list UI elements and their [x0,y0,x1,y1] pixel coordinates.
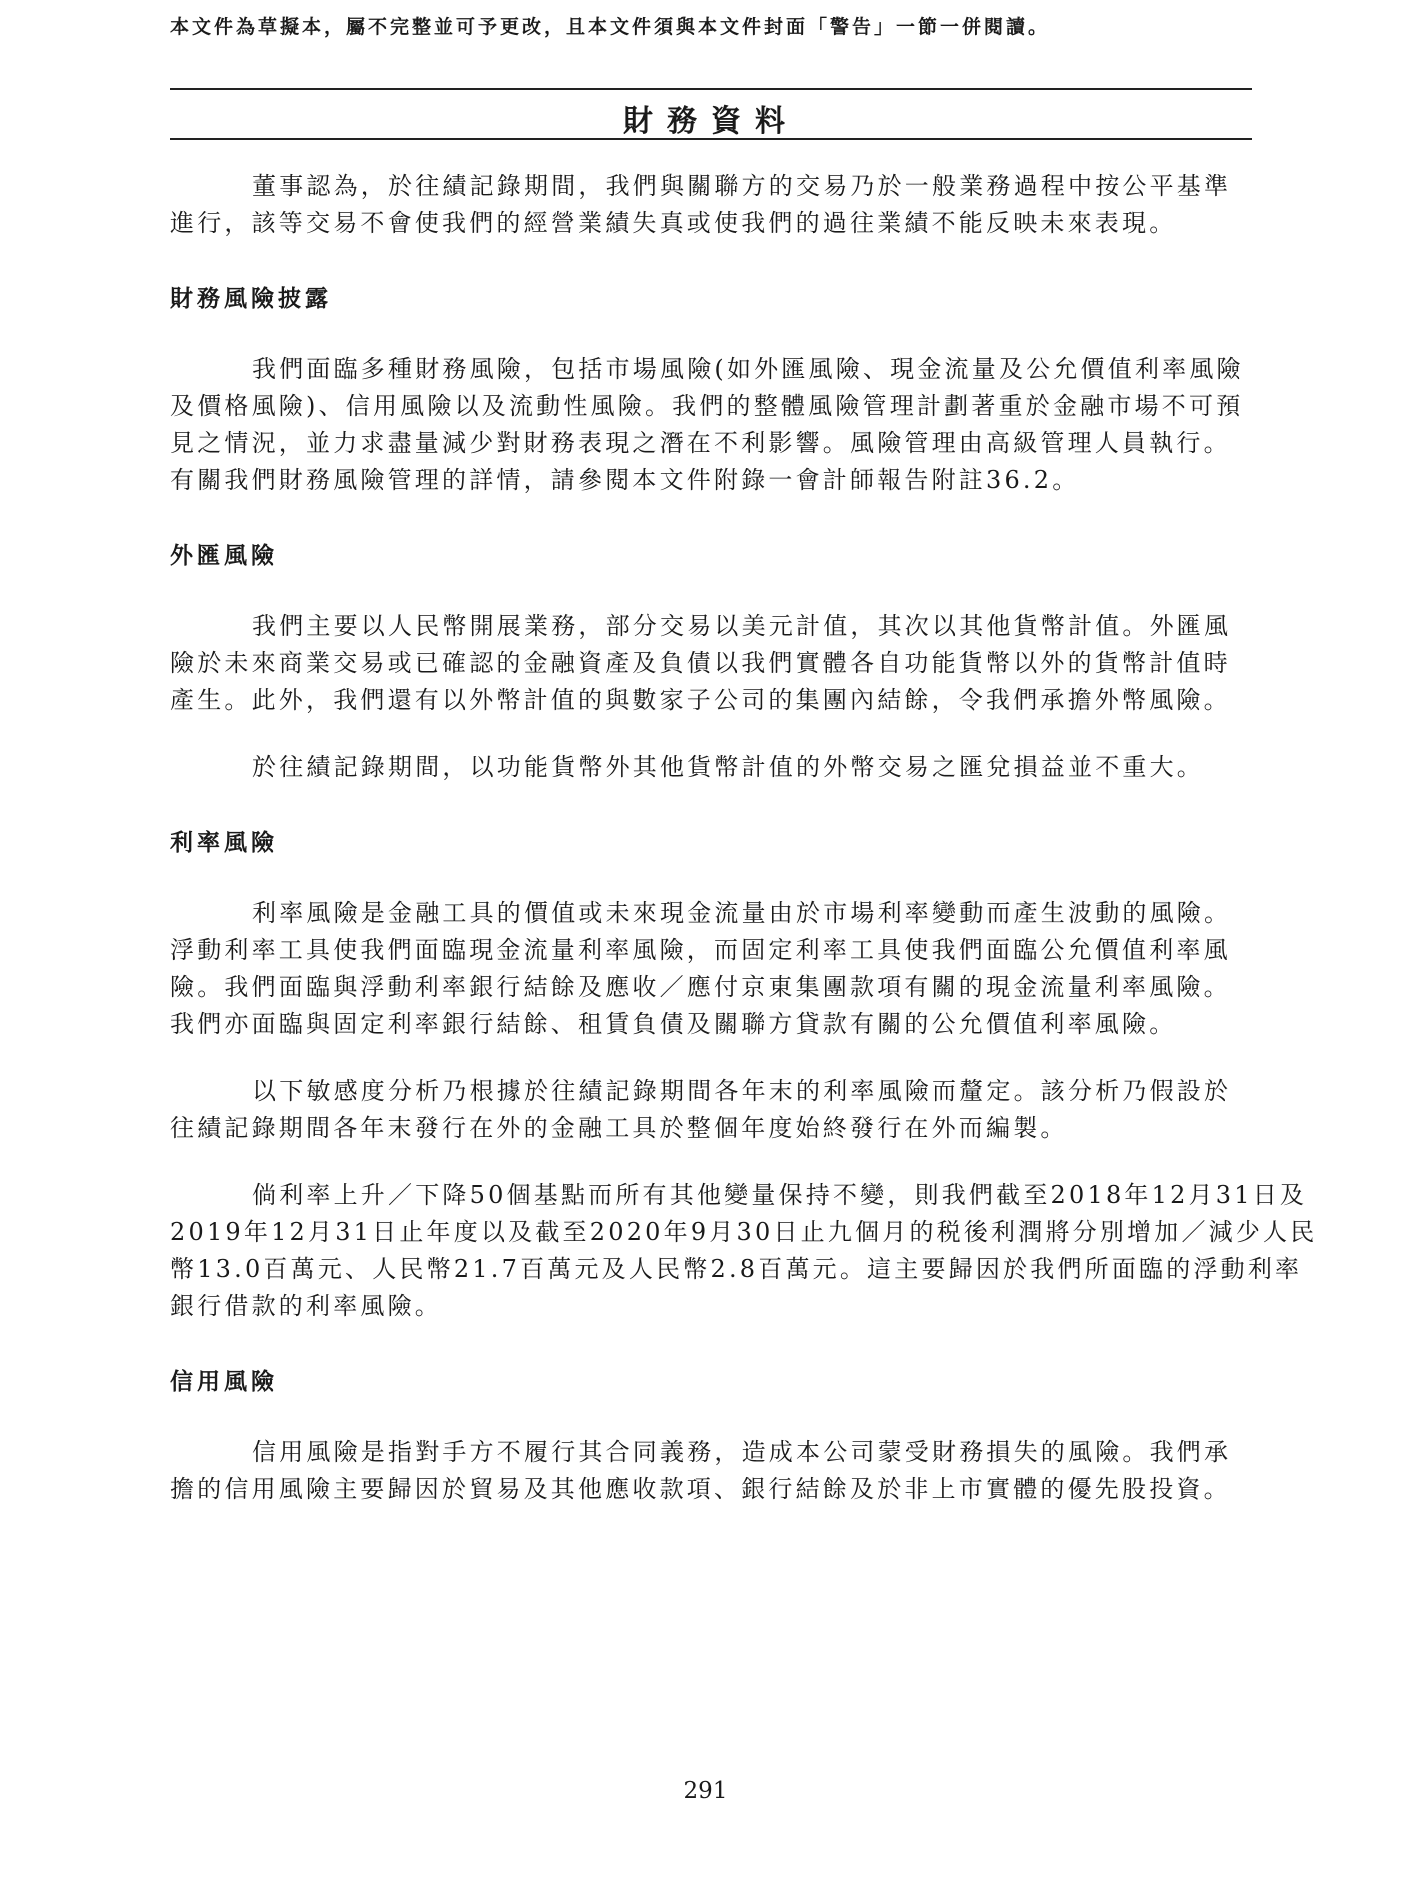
intro-paragraph [170,168,1252,242]
text-line: 產生。此外，我們還有以外幣計值的與數家子公司的集團內結餘，令我們承擔外幣風險。 [170,686,1231,714]
text-line: 以下敏感度分析乃根據於往績記錄期間各年末的利率風險而釐定。該分析乃假設於 [252,1077,1232,1105]
section-heading-interest-rate-risk: 利率風險 [170,829,278,856]
title-top-rule [170,88,1252,90]
text-line: 擔的信用風險主要歸因於貿易及其他應收款項、銀行結餘及於非上市實體的優先股投資。 [170,1475,1231,1503]
interest-rate-paragraph-2 [170,1073,1252,1147]
draft-notice: 本文件為草擬本，屬不完整並可予更改，且本文件須與本文件封面「警告」一節一併閱讀。 [170,16,1051,38]
text-line: 險於未來商業交易或已確認的金融資產及負債以我們實體各自功能貨幣以外的貨幣計值時 [170,649,1231,677]
text-line: 我們主要以人民幣開展業務，部分交易以美元計值，其次以其他貨幣計值。外匯風 [252,612,1232,640]
text-line: 往績記錄期間各年末發行在外的金融工具於整個年度始終發行在外而編製。 [170,1114,1068,1142]
document-body [170,168,1318,1508]
fx-risk-paragraph-2 [170,749,1252,786]
text-line: 險。我們面臨與浮動利率銀行結餘及應收／應付京東集團款項有關的現金流量利率風險。 [170,973,1231,1001]
interest-rate-paragraph-1 [170,895,1252,1043]
text-line: 於往績記錄期間，以功能貨幣外其他貨幣計值的外幣交易之匯兌損益並不重大。 [252,753,1204,781]
text-line: 我們面臨多種財務風險，包括市場風險(如外匯風險、現金流量及公允價值利率風險 [252,355,1244,383]
page-number: 291 [683,1778,728,1804]
text-line: 倘利率上升／下降50個基點而所有其他變量保持不變，則我們截至2018年12月31日及 [252,1181,1308,1209]
text-line: 進行，該等交易不會使我們的經營業績失真或使我們的過往業績不能反映未來表現。 [170,209,1177,237]
fx-risk-paragraph-1 [170,608,1252,719]
text-line: 有關我們財務風險管理的詳情，請參閱本文件附錄一會計師報告附註36.2。 [170,466,1080,494]
text-line: 銀行借款的利率風險。 [170,1292,442,1320]
section-heading-financial-risk: 財務風險披露 [170,285,332,312]
title-bottom-rule [170,138,1252,140]
interest-rate-paragraph-3 [170,1177,1318,1325]
text-line: 我們亦面臨與固定利率銀行結餘、租賃負債及關聯方貸款有關的公允價值利率風險。 [170,1010,1177,1038]
text-line: 信用風險是指對手方不履行其合同義務，造成本公司蒙受財務損失的風險。我們承 [252,1438,1232,1466]
text-line: 2019年12月31日止年度以及截至2020年9月30日止九個月的税後利潤將分別增加／減少人民 [170,1218,1318,1246]
section-heading-credit-risk: 信用風險 [170,1368,278,1395]
text-line: 幣13.0百萬元、人民幣21.7百萬元及人民幣2.8百萬元。這主要歸因於我們所面臨的浮動利率 [170,1255,1303,1283]
text-line: 浮動利率工具使我們面臨現金流量利率風險，而固定利率工具使我們面臨公允價值利率風 [170,936,1231,964]
text-line: 及價格風險)、信用風險以及流動性風險。我們的整體風險管理計劃著重於金融市場不可預 [170,392,1244,420]
text-line: 利率風險是金融工具的價值或未來現金流量由於市場利率變動而產生波動的風險。 [252,899,1232,927]
credit-risk-paragraph [170,1434,1252,1508]
section-heading-fx-risk: 外匯風險 [170,542,278,569]
financial-risk-paragraph [170,351,1252,499]
text-line: 董事認為，於往績記錄期間，我們與關聯方的交易乃於一般業務過程中按公平基準 [252,172,1232,200]
text-line: 見之情況，並力求盡量減少對財務表現之潛在不利影響。風險管理由高級管理人員執行。 [170,429,1231,457]
page-title: 財務資料 [623,104,799,139]
